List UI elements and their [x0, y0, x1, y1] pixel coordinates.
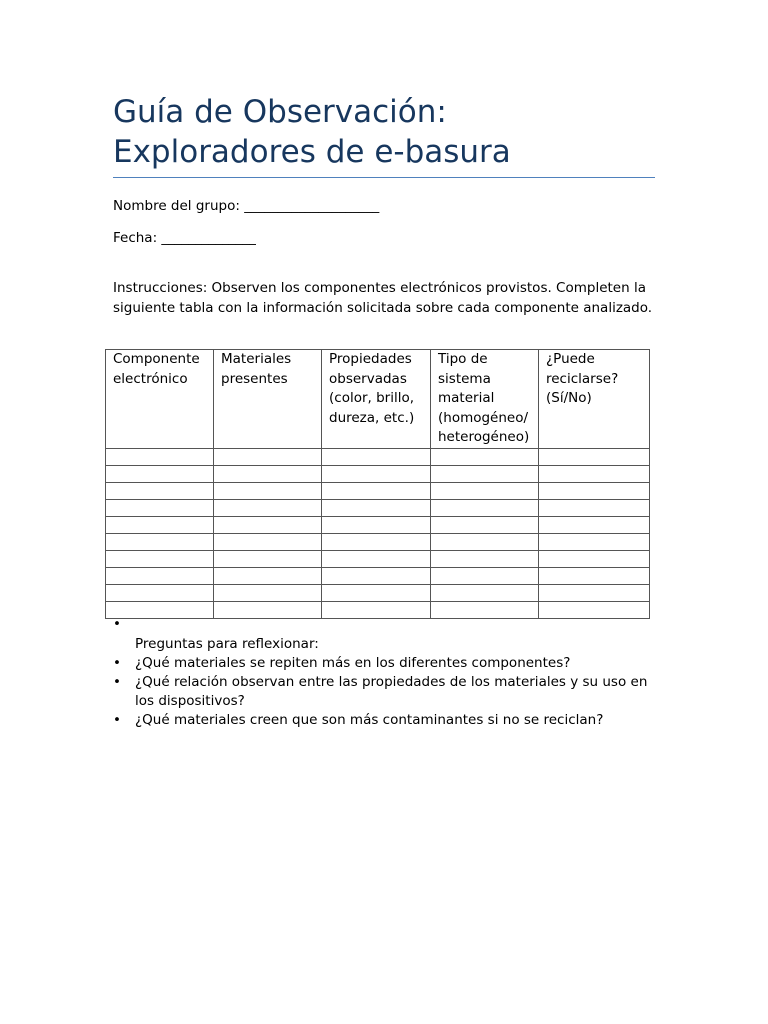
title-underline	[113, 177, 655, 178]
table-cell[interactable]	[214, 482, 322, 499]
question-text: ¿Qué relación observan entre las propiedades de los materiales y su uso en los dispositivos?	[135, 674, 648, 709]
question-text: ¿Qué materiales creen que son más contaminantes si no se reciclan?	[135, 712, 604, 728]
table-row	[106, 448, 650, 465]
table-cell[interactable]	[431, 601, 539, 618]
table-cell[interactable]	[322, 601, 431, 618]
table-cell[interactable]	[539, 601, 650, 618]
bullet-dot: •	[113, 674, 121, 690]
table-cell[interactable]	[214, 567, 322, 584]
table-cell[interactable]	[539, 499, 650, 516]
table-cell[interactable]	[106, 516, 214, 533]
table-row	[106, 465, 650, 482]
page-title	[113, 92, 673, 172]
table-cell[interactable]	[106, 465, 214, 482]
table-cell[interactable]	[214, 516, 322, 533]
table-row	[106, 482, 650, 499]
table-cell[interactable]	[322, 550, 431, 567]
table-cell[interactable]	[431, 499, 539, 516]
observation-table	[105, 349, 650, 619]
table-cell[interactable]	[106, 533, 214, 550]
table-cell[interactable]	[322, 584, 431, 601]
list-item	[113, 673, 658, 711]
header-reciclable: ¿Puede reciclarse? (Sí/No)	[539, 350, 650, 449]
title-line-2: Exploradores de e-basura	[113, 134, 511, 170]
table-cell[interactable]	[214, 533, 322, 550]
bullet-dot: •	[113, 655, 121, 671]
table-cell[interactable]	[214, 584, 322, 601]
table-cell[interactable]	[539, 448, 650, 465]
table-cell[interactable]	[539, 533, 650, 550]
table-cell[interactable]	[214, 601, 322, 618]
table-cell[interactable]	[214, 465, 322, 482]
table-cell[interactable]	[106, 499, 214, 516]
table-cell[interactable]	[214, 550, 322, 567]
table-cell[interactable]	[431, 584, 539, 601]
table-cell[interactable]	[106, 550, 214, 567]
table-cell[interactable]	[322, 567, 431, 584]
reflection-heading: Preguntas para reflexionar:	[135, 636, 319, 652]
table-cell[interactable]	[106, 482, 214, 499]
table-cell[interactable]	[322, 516, 431, 533]
empty-bullet: •	[113, 616, 121, 632]
table-cell[interactable]	[539, 516, 650, 533]
reflection-list	[113, 635, 658, 730]
table-cell[interactable]	[106, 567, 214, 584]
bullet-dot: •	[113, 712, 121, 728]
header-materiales: Materiales presentes	[214, 350, 322, 449]
table-cell[interactable]	[431, 533, 539, 550]
table-cell[interactable]	[322, 448, 431, 465]
table-cell[interactable]	[322, 482, 431, 499]
table-row	[106, 499, 650, 516]
table-cell[interactable]	[322, 533, 431, 550]
question-text: ¿Qué materiales se repiten más en los diferentes componentes?	[135, 655, 571, 671]
table-cell[interactable]	[431, 482, 539, 499]
title-line-1: Guía de Observación:	[113, 94, 447, 130]
header-propiedades: Propiedades observadas (color, brillo, dureza, etc.)	[322, 350, 431, 449]
table-cell[interactable]	[214, 448, 322, 465]
header-tipo-sistema: Tipo de sistema material (homogéneo/ heterogéneo)	[431, 350, 539, 449]
table-cell[interactable]	[539, 550, 650, 567]
table-cell[interactable]	[539, 482, 650, 499]
instructions-paragraph: Instrucciones: Observen los componentes electrónicos provistos. Completen la siguiente tabla con la información solicitada sobre cada componente analizado.	[113, 280, 653, 316]
table-cell[interactable]	[431, 567, 539, 584]
group-name-field: Nombre del grupo: ____________________	[113, 198, 380, 214]
table-cell[interactable]	[431, 516, 539, 533]
table-row	[106, 601, 650, 618]
table-cell[interactable]	[214, 499, 322, 516]
table-body	[106, 448, 650, 618]
table-cell[interactable]	[539, 584, 650, 601]
date-field: Fecha: ______________	[113, 230, 256, 246]
table-cell[interactable]	[539, 465, 650, 482]
table-cell[interactable]	[322, 499, 431, 516]
table-header-row	[106, 350, 650, 449]
table-row	[106, 550, 650, 567]
list-item	[113, 711, 658, 730]
table-cell[interactable]	[431, 465, 539, 482]
table-row	[106, 584, 650, 601]
table-cell[interactable]	[106, 584, 214, 601]
table-cell[interactable]	[431, 550, 539, 567]
table-cell[interactable]	[322, 465, 431, 482]
table-cell[interactable]	[539, 567, 650, 584]
table-row	[106, 533, 650, 550]
table-cell[interactable]	[431, 448, 539, 465]
table-row	[106, 567, 650, 584]
table-cell[interactable]	[106, 448, 214, 465]
list-item	[113, 654, 658, 673]
table-row	[106, 516, 650, 533]
table-cell[interactable]	[106, 601, 214, 618]
header-componente: Componente electrónico	[106, 350, 214, 449]
